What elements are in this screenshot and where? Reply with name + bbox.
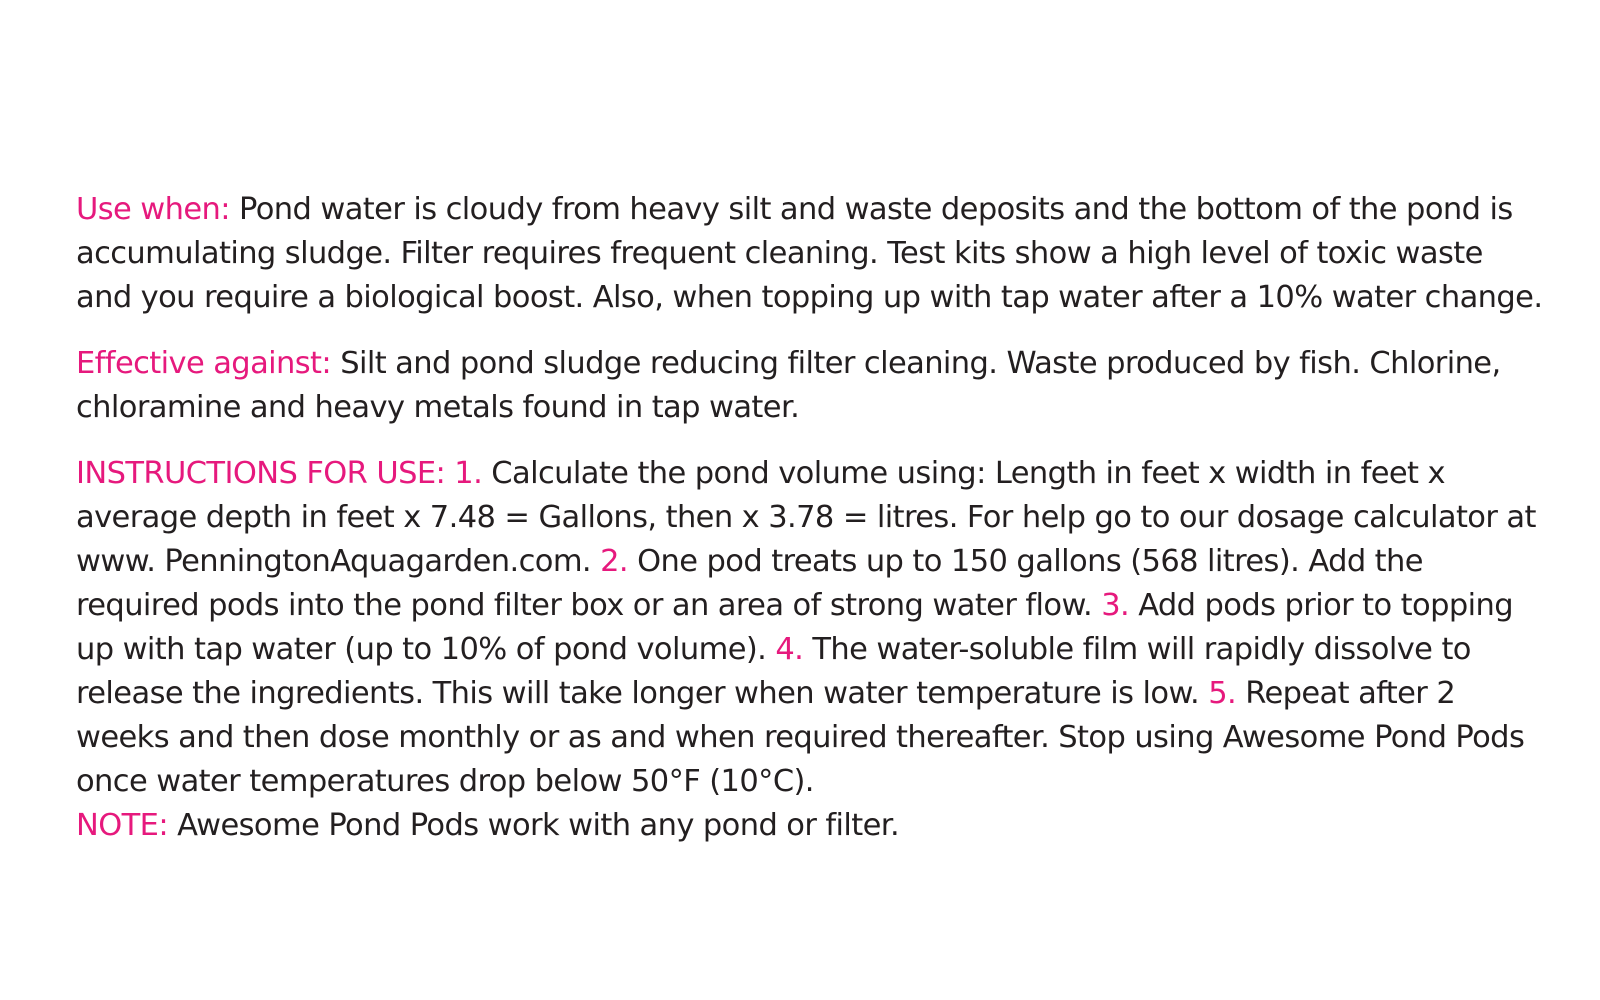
instructions-paragraph [76,452,1546,848]
note-line [76,804,1546,848]
step-text: One pod treats up to 150 gallons (568 litres). Add the required pods into the pond filter box or an area of strong water flow. [76,544,1423,623]
step-number: 4. [775,632,804,667]
effective-against-label: Effective against: [76,346,332,381]
note-label: NOTE: [76,808,168,843]
step-text: Calculate the pond volume using: Length in feet x width in feet x average depth in feet x 7.48 = Gallons, then x 3.78 = litres. For help go to our dosage calculator at www. PenningtonAquagarden.com. [76,456,1536,579]
note-text: Awesome Pond Pods work with any pond or filter. [168,808,900,843]
step-number: 2. [600,544,629,579]
product-instructions [76,188,1546,848]
step-number: 5. [1208,676,1237,711]
effective-against-text: Silt and pond sludge reducing filter cleaning. Waste produced by fish. Chlorine, chloramine and heavy metals found in tap water. [76,346,1501,425]
step-number: 1. [454,456,483,491]
effective-against-paragraph [76,342,1546,430]
use-when-text: Pond water is cloudy from heavy silt and waste deposits and the bottom of the pond is accumulating sludge. Filter requires frequent cleaning. Test kits show a high level of toxic waste and you require a biological boost. Also, when topping up with tap water after a 10% water change. [76,192,1543,315]
step-text: Repeat after 2 weeks and then dose monthly or as and when required thereafter. Stop using Awesome Pond Pods once water temperatures drop below 50°F (10°C). [76,676,1525,799]
step-text: Add pods prior to topping up with tap water (up to 10% of pond volume). [76,588,1513,667]
use-when-paragraph [76,188,1546,320]
step-text: The water-soluble film will rapidly dissolve to release the ingredients. This will take longer when water temperature is low. [76,632,1471,711]
instructions-label: INSTRUCTIONS FOR USE: [76,456,446,491]
step-number: 3. [1101,588,1130,623]
use-when-label: Use when: [76,192,230,227]
